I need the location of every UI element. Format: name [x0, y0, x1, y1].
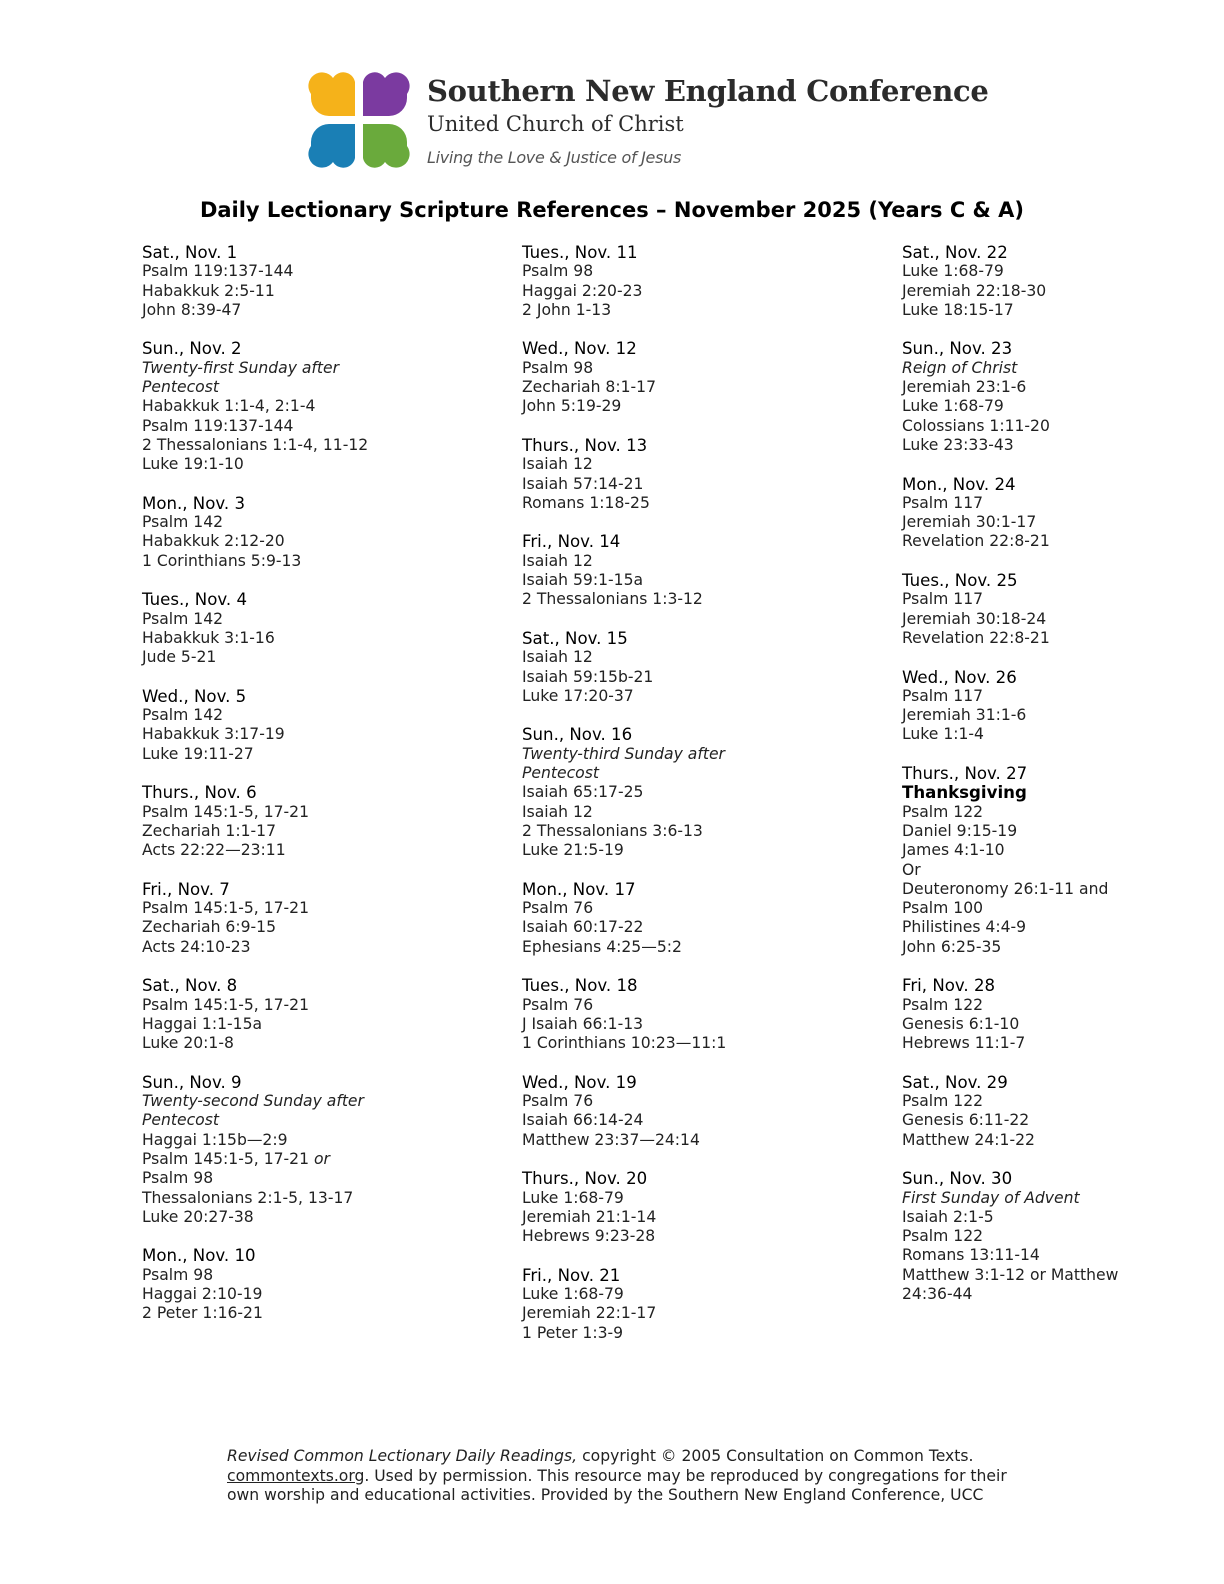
- reading: Psalm 142: [142, 706, 224, 725]
- reading: 2 Thessalonians 3:6-13: [522, 821, 703, 840]
- or-word: or: [313, 1149, 330, 1168]
- reading: Haggai 1:15b—2:9: [142, 1130, 288, 1149]
- reading: Zechariah 8:1-17: [522, 378, 656, 397]
- reading: Hebrews 11:1-7: [902, 1034, 1026, 1053]
- day-label: Thanksgiving: [902, 783, 1027, 803]
- day-entry: [522, 976, 772, 1053]
- reading: Isaiah 2:1-5: [902, 1207, 994, 1226]
- reading: Luke 19:1-10: [142, 455, 244, 474]
- day-entry: [522, 1266, 772, 1343]
- reading: Habakkuk 2:5-11: [142, 281, 275, 300]
- column-2: [522, 243, 772, 1362]
- reading: Ephesians 4:25—5:2: [522, 937, 682, 956]
- reading: Psalm 122: [902, 995, 984, 1014]
- footer-copyright: copyright © 2005 Consultation on Common Texts.: [577, 1447, 974, 1465]
- reading: Jeremiah 21:1-14: [522, 1207, 657, 1226]
- org-name: Southern New England Conference: [427, 74, 989, 108]
- reading: Psalm 145:1-5, 17-21 or: [142, 1149, 330, 1168]
- day-date: Tues., Nov. 25: [902, 571, 1018, 591]
- day-date: Sun., Nov. 16: [522, 725, 633, 745]
- reading: Romans 13:11-14: [902, 1246, 1040, 1265]
- day-date: Thurs., Nov. 27: [902, 764, 1028, 784]
- day-date: Thurs., Nov. 13: [522, 435, 648, 455]
- header: [307, 68, 989, 176]
- day-date: Tues., Nov. 4: [142, 590, 248, 610]
- day-date: Sun., Nov. 2: [142, 339, 242, 359]
- conference-logo: [307, 68, 411, 172]
- reading: Psalm 98: [142, 1265, 214, 1284]
- reading: Luke 1:68-79: [522, 1285, 624, 1304]
- day-entry: [142, 243, 392, 320]
- footer: [227, 1447, 1107, 1506]
- reading: Haggai 1:1-15a: [142, 1014, 263, 1033]
- day-entry: [902, 764, 1162, 957]
- day-occasion: Pentecost: [522, 764, 599, 783]
- day-date: Sat., Nov. 8: [142, 976, 238, 996]
- reading: Or: [902, 860, 921, 879]
- day-date: Mon., Nov. 17: [522, 879, 636, 899]
- day-date: Thurs., Nov. 6: [142, 783, 257, 803]
- day-entry: [142, 1246, 392, 1323]
- reading: Acts 24:10-23: [142, 937, 251, 956]
- day-occasion: Pentecost: [142, 378, 219, 397]
- day-date: Wed., Nov. 26: [902, 667, 1017, 687]
- reading: Deuteronomy 26:1-11 and: [902, 879, 1109, 898]
- reading: Isaiah 66:14-24: [522, 1111, 644, 1130]
- reading: Luke 23:33-43: [902, 435, 1014, 454]
- reading: Luke 20:1-8: [142, 1034, 234, 1053]
- day-entry: [142, 976, 392, 1053]
- day-entry: [902, 475, 1162, 552]
- reading: Habakkuk 3:1-16: [142, 628, 275, 647]
- reading: Psalm 119:137-144: [142, 416, 294, 435]
- reading: Isaiah 12: [522, 551, 593, 570]
- day-date: Tues., Nov. 11: [522, 243, 638, 262]
- reading: Psalm 122: [902, 1092, 984, 1111]
- reading: Psalm 98: [522, 358, 594, 377]
- day-entry: [902, 1169, 1162, 1304]
- reading: James 4:1-10: [902, 841, 1005, 860]
- day-date: Mon., Nov. 24: [902, 474, 1016, 494]
- day-entry: [902, 668, 1162, 745]
- reading: 24:36-44: [902, 1285, 973, 1304]
- reading: Colossians 1:11-20: [902, 416, 1050, 435]
- reading: Jeremiah 31:1-6: [902, 706, 1027, 725]
- reading: John 6:25-35: [902, 937, 1002, 956]
- reading: Revelation 22:8-21: [902, 532, 1050, 551]
- day-entry: [142, 1073, 392, 1227]
- day-date: Sun., Nov. 23: [902, 339, 1013, 359]
- reading: Isaiah 59:15b-21: [522, 667, 654, 686]
- day-date: Wed., Nov. 19: [522, 1072, 637, 1092]
- day-entry: [142, 687, 392, 764]
- day-entry: [522, 243, 772, 320]
- reading: Thessalonians 2:1-5, 13-17: [142, 1188, 354, 1207]
- reading: Psalm 117: [902, 686, 984, 705]
- reading: J Isaiah 66:1-13: [522, 1014, 644, 1033]
- reading: Psalm 76: [522, 899, 594, 918]
- day-occasion: Twenty-first Sunday after: [142, 358, 340, 377]
- day-entry: [522, 436, 772, 513]
- day-entry: [142, 494, 392, 571]
- day-entry: [522, 629, 772, 706]
- reading: Acts 22:22—23:11: [142, 841, 286, 860]
- day-date: Sat., Nov. 15: [522, 628, 628, 648]
- day-entry: [522, 880, 772, 957]
- day-date: Wed., Nov. 5: [142, 686, 247, 706]
- day-entry: [522, 339, 772, 416]
- reading: Isaiah 12: [522, 802, 593, 821]
- reading: Luke 17:20-37: [522, 686, 634, 705]
- day-date: Sun., Nov. 9: [142, 1072, 242, 1092]
- day-occasion: Pentecost: [142, 1111, 219, 1130]
- footer-line-2: [227, 1467, 1107, 1487]
- reading: Isaiah 60:17-22: [522, 918, 644, 937]
- reading: Revelation 22:8-21: [902, 628, 1050, 647]
- day-entry: [902, 339, 1162, 455]
- reading: Matthew 3:1-12 or Matthew: [902, 1265, 1119, 1284]
- reading: 2 Thessalonians 1:3-12: [522, 590, 703, 609]
- reading: Matthew 23:37—24:14: [522, 1130, 700, 1149]
- reading: Jeremiah 22:1-17: [522, 1304, 657, 1323]
- day-date: Mon., Nov. 3: [142, 493, 246, 513]
- reading: Psalm 76: [522, 1092, 594, 1111]
- reading: Psalm 100: [902, 899, 984, 918]
- day-entry: [902, 243, 1162, 320]
- footer-source: Revised Common Lectionary Daily Readings,: [227, 1447, 578, 1465]
- reading: Zechariah 1:1-17: [142, 821, 276, 840]
- footer-line-1: [227, 1447, 1107, 1467]
- reading: Jeremiah 30:18-24: [902, 609, 1047, 628]
- reading: Philistines 4:4-9: [902, 918, 1027, 937]
- reading: 1 Corinthians 10:23—11:1: [522, 1034, 727, 1053]
- reading: 2 John 1-13: [522, 300, 612, 319]
- reading: 2 Peter 1:16-21: [142, 1304, 263, 1323]
- day-date: Fri., Nov. 14: [522, 532, 621, 552]
- reading: Psalm 98: [142, 1169, 214, 1188]
- reading: Matthew 24:1-22: [902, 1130, 1035, 1149]
- day-date: Sat., Nov. 22: [902, 243, 1008, 262]
- reading: Psalm 98: [522, 262, 594, 281]
- reading: Luke 1:68-79: [522, 1188, 624, 1207]
- day-entry: [142, 339, 392, 474]
- reading: Luke 1:68-79: [902, 262, 1004, 281]
- day-date: Fri., Nov. 21: [522, 1265, 621, 1285]
- day-date: Tues., Nov. 18: [522, 976, 638, 996]
- reading: Luke 21:5-19: [522, 841, 624, 860]
- reading: Psalm 145:1-5, 17-21: [142, 899, 310, 918]
- reading: Psalm 122: [902, 1227, 984, 1246]
- day-entry: [902, 976, 1162, 1053]
- logo-petal-green: [363, 124, 410, 168]
- footer-line-3: own worship and educational activities. Provided by the Southern New England Conference, UCC: [227, 1486, 984, 1504]
- day-date: Wed., Nov. 12: [522, 339, 637, 359]
- page-title: Daily Lectionary Scripture References – November 2025 (Years C & A): [199, 198, 1025, 222]
- day-entry: [902, 571, 1162, 648]
- reading: Jeremiah 23:1-6: [902, 378, 1027, 397]
- day-date: Sat., Nov. 29: [902, 1072, 1008, 1092]
- reading: Psalm 117: [902, 590, 984, 609]
- day-date: Thurs., Nov. 20: [522, 1169, 648, 1189]
- reading: Daniel 9:15-19: [902, 821, 1018, 840]
- day-date: Mon., Nov. 10: [142, 1246, 256, 1266]
- reading: Haggai 2:10-19: [142, 1285, 263, 1304]
- reading: Psalm 142: [142, 513, 224, 532]
- reading: Psalm 76: [522, 995, 594, 1014]
- reading: 1 Peter 1:3-9: [522, 1323, 624, 1342]
- reading: Isaiah 59:1-15a: [522, 571, 644, 590]
- day-entry: [142, 783, 392, 860]
- reading: Psalm 142: [142, 609, 224, 628]
- reading: Haggai 2:20-23: [522, 281, 643, 300]
- day-entry: [522, 532, 772, 609]
- reading: Psalm 145:1-5, 17-21: [142, 802, 310, 821]
- reading: Hebrews 9:23-28: [522, 1227, 656, 1246]
- reading: Isaiah 65:17-25: [522, 783, 644, 802]
- day-date: Fri., Nov. 7: [142, 879, 230, 899]
- reading: Habakkuk 1:1-4, 2:1-4: [142, 397, 316, 416]
- day-entry: [522, 1169, 772, 1246]
- day-occasion: Twenty-second Sunday after: [142, 1092, 364, 1111]
- logo-petal-purple: [363, 72, 410, 116]
- day-entry: [522, 725, 772, 860]
- day-entry: [142, 880, 392, 957]
- reading: Luke 18:15-17: [902, 300, 1014, 319]
- day-entry: [522, 1073, 772, 1150]
- reading: Psalm 117: [902, 493, 984, 512]
- footer-link[interactable]: commontexts.org: [227, 1466, 365, 1485]
- reading: 2 Thessalonians 1:1-4, 11-12: [142, 435, 369, 454]
- reading: Isaiah 12: [522, 648, 593, 667]
- day-entry: [142, 590, 392, 667]
- reading: Jude 5-21: [142, 648, 217, 667]
- reading: Genesis 6:1-10: [902, 1014, 1020, 1033]
- reading: Luke 1:1-4: [902, 725, 984, 744]
- footer-permission: . Used by permission. This resource may be reproduced by congregations for their: [364, 1466, 1007, 1485]
- day-date: Sat., Nov. 1: [142, 243, 238, 262]
- reading: 1 Corinthians 5:9-13: [142, 551, 302, 570]
- column-1: [142, 243, 392, 1343]
- logo-petal-yellow: [308, 72, 355, 116]
- reading: Luke 20:27-38: [142, 1207, 254, 1226]
- reading: Jeremiah 22:18-30: [902, 281, 1047, 300]
- reading: Jeremiah 30:1-17: [902, 513, 1037, 532]
- reading: Habakkuk 3:17-19: [142, 725, 285, 744]
- reading: Habakkuk 2:12-20: [142, 532, 285, 551]
- reading: John 8:39-47: [142, 300, 242, 319]
- reading: Psalm 122: [902, 802, 984, 821]
- reading: Romans 1:18-25: [522, 493, 650, 512]
- reading: Psalm 119:137-144: [142, 262, 294, 281]
- reading: Luke 1:68-79: [902, 397, 1004, 416]
- org-subtitle: United Church of Christ: [427, 112, 684, 136]
- logo-petal-blue: [308, 124, 355, 168]
- day-occasion: Twenty-third Sunday after: [522, 744, 725, 763]
- reading: John 5:19-29: [522, 397, 622, 416]
- reading: Isaiah 57:14-21: [522, 474, 644, 493]
- tagline: Living the Love & Justice of Jesus: [427, 148, 681, 167]
- day-date: Sun., Nov. 30: [902, 1169, 1013, 1189]
- reading: Genesis 6:11-22: [902, 1111, 1030, 1130]
- column-3: [902, 243, 1162, 1324]
- reading: Isaiah 12: [522, 455, 593, 474]
- reading: Zechariah 6:9-15: [142, 918, 276, 937]
- day-date: Fri, Nov. 28: [902, 976, 996, 996]
- day-entry: [902, 1073, 1162, 1150]
- day-occasion: Reign of Christ: [902, 358, 1018, 377]
- reading: Psalm 145:1-5, 17-21: [142, 995, 310, 1014]
- day-occasion: First Sunday of Advent: [902, 1188, 1080, 1207]
- reading: Luke 19:11-27: [142, 744, 254, 763]
